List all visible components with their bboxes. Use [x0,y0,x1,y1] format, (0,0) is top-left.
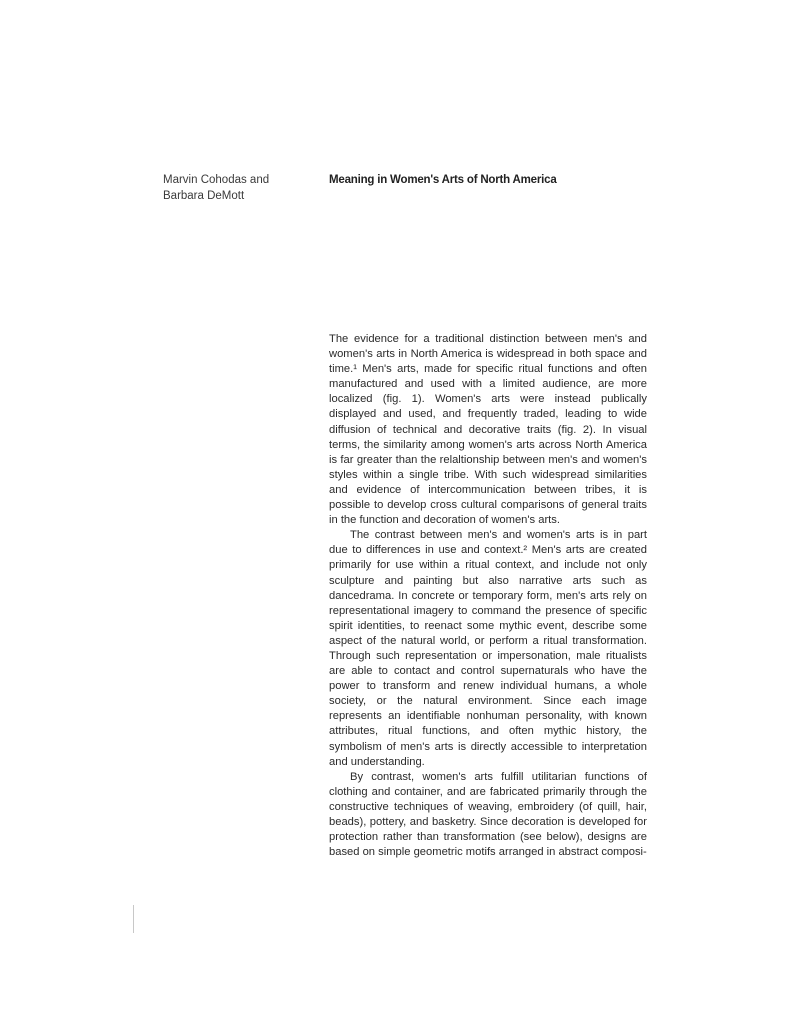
paragraph-3: By contrast, women's arts fulfill utilitarian functions of clothing and container, and are fabricated primarily through the constructive techniques of weaving, embroidery (of quill, hair, beads), pottery, and basketry. Since decoration is developed for protection rather than transformation (see below), designs are based on simple geometric motifs arranged in abstract composi- [329,770,647,859]
paragraph-1: The evidence for a traditional distinction between men's and women's arts in North America is widespread in both space and time.¹ Men's arts, made for specific ritual functions and often manufactured and used with a limited audience, are more localized (fig. 1). Women's arts were instead publically displayed and used, and frequently traded, leading to wide diffusion of technical and decorative traits (fig. 2). In visual terms, the similarity among women's arts across North America is far greater than the relaltionship between men's and women's styles within a single tribe. With such widespread similarities and evidence of intercommunication between tribes, it is possible to develop cross cultural comparisons of general traits in the function and decoration of women's arts. [329,333,647,527]
article-body [329,332,647,860]
scan-edge-mark [133,905,134,933]
article-title: Meaning in Women's Arts of North America [329,174,557,186]
paragraph-2: The contrast between men's and women's arts is in part due to differences in use and context.² Men's arts are created primarily for use within a ritual context, and include not only sculpture and painting but also narrative arts such as dancedrama. In concrete or temporary form, men's arts rely on representational imagery to command the presence of specific spirit identities, to reenact some mythic event, describe some aspect of the natural world, or perform a ritual transformation. Through such representation or impersonation, male ritualists are able to contact and control supernaturals who have the power to transform and renew individual humans, a whole society, or the natural environment. Since each image represents an identifiable nonhuman personality, with known attributes, ritual functions, and often mythic history, the symbolism of men's arts is directly accessible to interpretation and understanding. [329,529,647,768]
author-names [163,173,313,204]
author-line-2: Barbara DeMott [163,189,245,202]
author-line-1: Marvin Cohodas and [163,174,270,186]
